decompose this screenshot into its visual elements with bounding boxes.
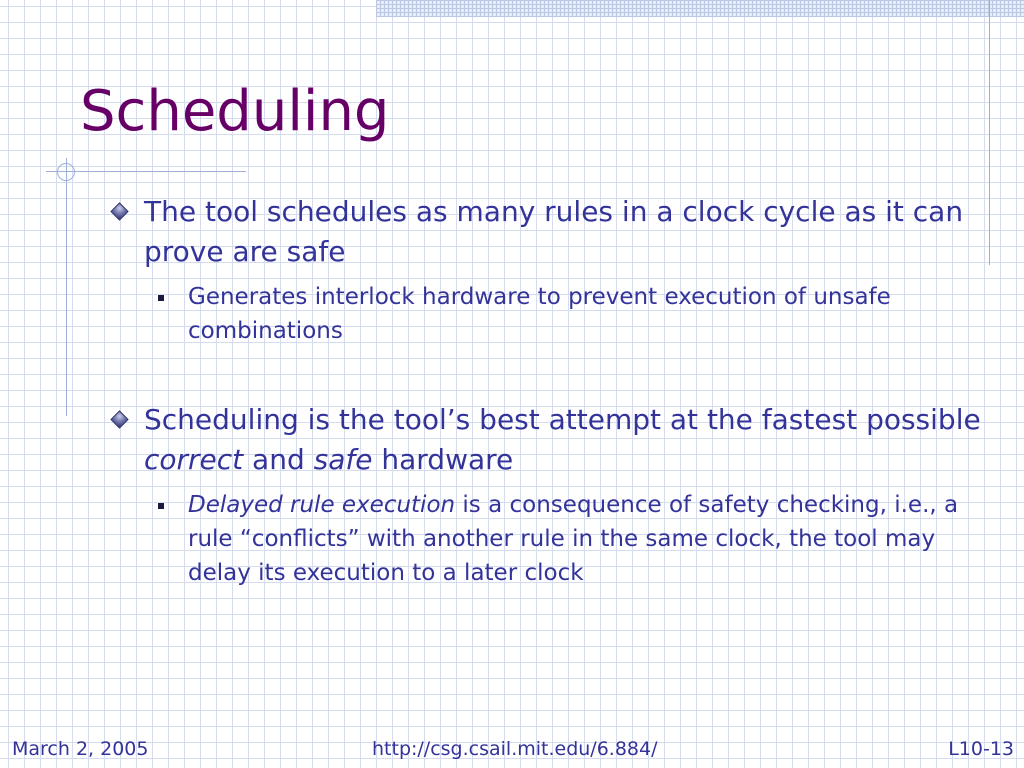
footer-url[interactable]: http://csg.csail.mit.edu/6.884/ [372,738,658,760]
bullet-1-sub-1-text: Generates interlock hardware to prevent execution of unsafe combinations [188,284,891,344]
footer-date: March 2, 2005 [12,738,149,760]
decorative-top-band [376,0,1024,17]
bullet-2 [104,400,984,480]
footer-slide-number: L10-13 [948,738,1014,760]
square-bullet-icon [158,503,164,509]
diamond-bullet-icon [110,202,128,220]
decorative-corner-circle [57,163,75,181]
decorative-title-underline [46,171,246,172]
bullet-1-text: The tool schedules as many rules in a clock cycle as it can prove are safe [144,195,964,268]
diamond-bullet-icon [110,410,128,428]
bullet-2-text: Scheduling is the tool’s best attempt at the fastest possible correct and safe hardware [144,403,981,476]
square-bullet-icon [158,295,164,301]
bullet-1 [104,192,984,272]
slide-content [104,192,984,590]
bullet-2-sub-1-text: Delayed rule execution is a consequence of safety checking, i.e., a rule “conflicts” with another rule in the same clock, the tool may delay its execution to a later clock [188,492,959,586]
decorative-right-line [989,0,990,265]
bullet-2-sub-1 [104,488,984,590]
decorative-left-line [66,158,67,416]
slide-title: Scheduling [80,79,390,144]
bullet-1-sub-1 [104,280,984,348]
